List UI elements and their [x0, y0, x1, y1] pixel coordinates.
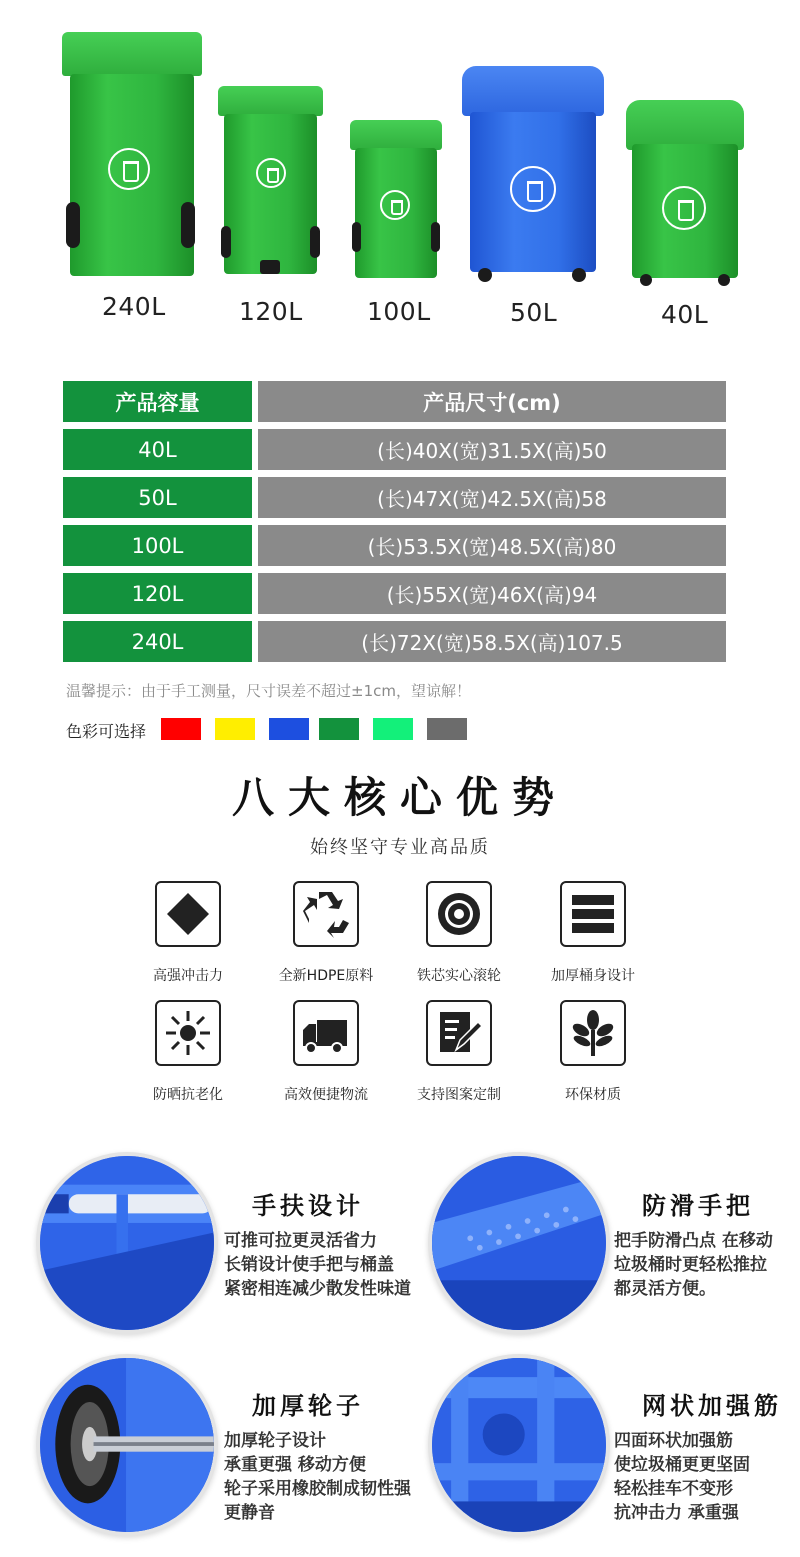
advantage-item: [261, 1000, 391, 1104]
advantage-label: 支持图案定制: [417, 1087, 501, 1103]
measurement-note: 温馨提示：由于手工测量，尺寸误差不超过±1cm，望谅解！: [66, 682, 471, 700]
bin-capacity-label: 120L: [239, 297, 303, 326]
advantage-label: 高效便捷物流: [284, 1087, 368, 1103]
feature-text: 更静音: [224, 1503, 275, 1523]
capacity-cell: 240L: [63, 621, 252, 662]
wheel: [431, 222, 440, 252]
advantages-subtitle: 始终坚守专业高品质: [310, 837, 490, 858]
advantage-item: [528, 881, 658, 985]
edit-document-icon: [426, 1000, 492, 1066]
recycle-bin-logo-icon: [108, 148, 150, 190]
feature-text: 垃圾桶时更轻松推拉: [614, 1255, 767, 1275]
caster: [478, 268, 492, 282]
feature-title: 手扶设计: [252, 1192, 364, 1220]
capacity-cell: 50L: [63, 477, 252, 518]
advantage-label: 环保材质: [565, 1087, 621, 1103]
feature-text: 四面环状加强筋: [614, 1431, 733, 1451]
handle-detail-photo: [36, 1152, 218, 1334]
bin-capacity-label: 40L: [661, 300, 709, 329]
table-row: [63, 621, 726, 662]
feature-text: 使垃圾桶更更坚固: [614, 1455, 750, 1475]
truck-icon: [293, 1000, 359, 1066]
capacity-cell: 40L: [63, 429, 252, 470]
color-swatch-blue[interactable]: [269, 718, 309, 740]
recycle-bin-logo-icon: [256, 158, 286, 188]
wheel-detail-photo: [36, 1354, 218, 1536]
table-row: [63, 429, 726, 470]
table-row: [63, 573, 726, 614]
recycle-bin-logo-icon: [510, 166, 556, 212]
advantage-item: [261, 881, 391, 985]
layers-icon: [560, 881, 626, 947]
feature-text: 可推可拉更灵活省力: [224, 1231, 377, 1251]
anti-slip-handle-photo: [428, 1152, 610, 1334]
color-swatch-gray[interactable]: [427, 718, 467, 740]
feature-text: 加厚轮子设计: [224, 1431, 326, 1451]
caster: [572, 268, 586, 282]
wheel: [181, 202, 195, 248]
bin-capacity-label: 50L: [510, 298, 558, 327]
wheel: [66, 202, 80, 248]
feature-text: 都灵活方便。: [614, 1279, 716, 1299]
saw-blade-icon: [426, 881, 492, 947]
advantages-title: 八大核心优势: [231, 773, 568, 822]
product-bins-row: [0, 0, 800, 340]
header-size: 产品尺寸(cm): [258, 381, 726, 422]
recycle-bin-logo-icon: [380, 190, 410, 220]
advantage-label: 加厚桶身设计: [551, 968, 635, 984]
sun-icon: [155, 1000, 221, 1066]
table-row: [63, 525, 726, 566]
feature-text: 抗冲击力 承重强: [614, 1503, 739, 1523]
color-swatch-light-green[interactable]: [373, 718, 413, 740]
advantage-item: [394, 1000, 524, 1104]
bin-capacity-label: 240L: [102, 292, 166, 321]
diamond-icon: [155, 881, 221, 947]
size-cell: (长)47X(宽)42.5X(高)58: [258, 477, 726, 518]
feature-text: 紧密相连减少散发性味道: [224, 1279, 411, 1299]
advantage-item: [123, 881, 253, 985]
feature-text: 长销设计使手把与桶盖: [224, 1255, 394, 1275]
feature-text: 把手防滑凸点 在移动: [614, 1231, 773, 1251]
bin-240l: [62, 30, 202, 280]
feature-text: 轮子采用橡胶制成韧性强: [224, 1479, 411, 1499]
color-swatch-green[interactable]: [319, 718, 359, 740]
recycle-icon: [293, 881, 359, 947]
bin-capacity-label: 100L: [367, 297, 431, 326]
size-cell: (长)55X(宽)46X(高)94: [258, 573, 726, 614]
wheel: [352, 222, 361, 252]
advantage-label: 高强冲击力: [153, 968, 223, 984]
feature-title: 防滑手把: [642, 1192, 754, 1220]
bin-120l: [218, 86, 323, 278]
table-row: [63, 477, 726, 518]
size-cell: (长)40X(宽)31.5X(高)50: [258, 429, 726, 470]
caster: [640, 274, 652, 286]
advantage-item: [123, 1000, 253, 1104]
advantage-item: [394, 881, 524, 985]
foot-pedal: [260, 260, 280, 274]
size-cell: (长)53.5X(宽)48.5X(高)80: [258, 525, 726, 566]
feature-title: 网状加强筋: [642, 1392, 782, 1420]
color-options-label: 色彩可选择: [66, 722, 147, 741]
wheel: [221, 226, 231, 258]
advantage-label: 防晒抗老化: [153, 1087, 223, 1103]
capacity-cell: 120L: [63, 573, 252, 614]
feature-text: 轻松挂车不变形: [614, 1479, 733, 1499]
wheel: [310, 226, 320, 258]
reinforcing-rib-photo: [428, 1354, 610, 1536]
header-capacity: 产品容量: [63, 381, 252, 422]
feature-title: 加厚轮子: [252, 1392, 364, 1420]
advantage-label: 铁芯实心滚轮: [417, 968, 501, 984]
color-swatch-red[interactable]: [161, 718, 201, 740]
size-cell: (长)72X(宽)58.5X(高)107.5: [258, 621, 726, 662]
advantage-label: 全新HDPE原料: [278, 968, 374, 984]
feature-text: 承重更强 移动方便: [224, 1455, 366, 1475]
capacity-cell: 100L: [63, 525, 252, 566]
bin-100l: [350, 120, 442, 280]
advantage-item: [528, 1000, 658, 1104]
color-swatch-yellow[interactable]: [215, 718, 255, 740]
bin-40l: [626, 100, 744, 286]
bin-50l: [462, 66, 604, 282]
recycle-bin-logo-icon: [662, 186, 706, 230]
plant-icon: [560, 1000, 626, 1066]
caster: [718, 274, 730, 286]
spec-table-header: [63, 381, 726, 422]
